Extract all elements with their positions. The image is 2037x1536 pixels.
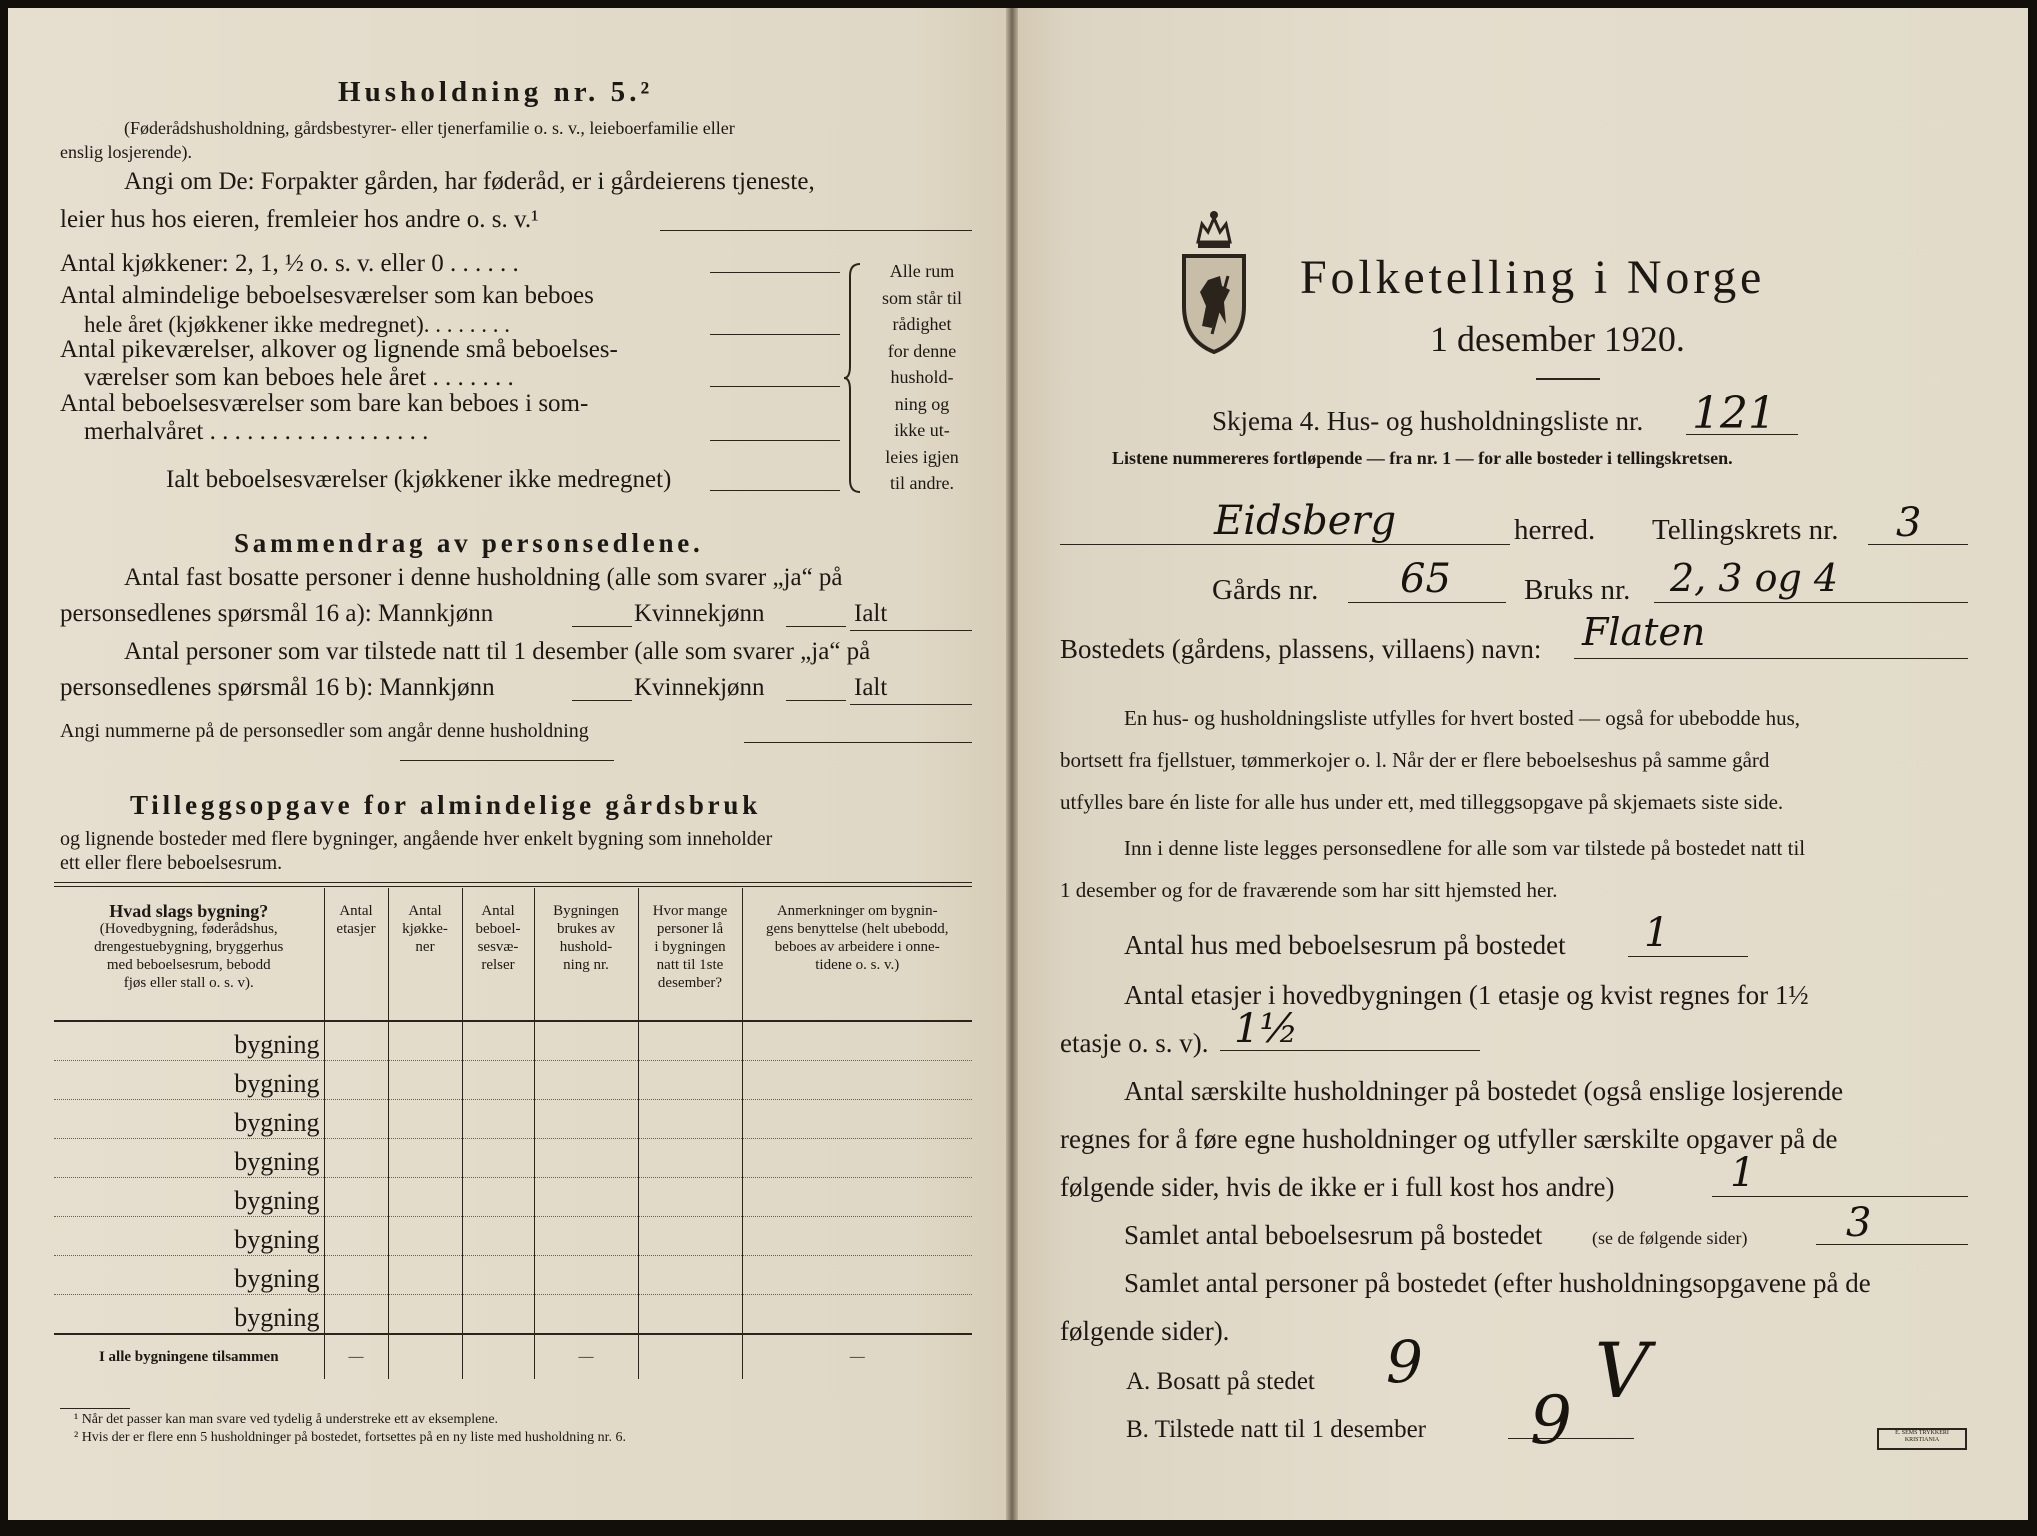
table-cell[interactable]	[388, 1021, 462, 1061]
table-cell[interactable]	[462, 1139, 534, 1178]
building-type-cell: bygning	[54, 1139, 324, 1178]
building-type-cell: bygning	[54, 1100, 324, 1139]
answer-line-numbers	[744, 742, 972, 743]
table-row	[54, 1217, 972, 1256]
hus-line	[1628, 956, 1748, 957]
bosted-label: Bostedets (gårdens, plassens, villaens) navn:	[1060, 634, 1542, 664]
instructions-line2: bortsett fra fjellstuer, tømmerkojer o. l. Når der er flere beboelseshus på samme gård	[1060, 748, 1770, 772]
table-row	[54, 1178, 972, 1217]
hush-label-1: Antal særskilte husholdninger på bostedet (også enslige losjerende	[1124, 1076, 1844, 1106]
etasjer-label-2: etasje o. s. v).	[1060, 1028, 1209, 1058]
summary-resident-female: Kvinnekjønn	[634, 600, 765, 627]
table-header-5: Hvor mange personer lå i bygningen natt til 1ste desember?	[638, 888, 742, 1021]
table-cell[interactable]	[638, 1256, 742, 1295]
hush-label-2: regnes for å føre egne husholdninger og utfyller særskilte opgaver på de	[1060, 1124, 1838, 1154]
table-row	[54, 1021, 972, 1061]
total-cell	[638, 1334, 742, 1379]
rooms-ordinary-2: hele året (kjøkkener ikke medregnet). . . . . . . .	[84, 312, 510, 337]
bosted-value: Flaten	[1582, 610, 1706, 654]
angi-line2: leier hus hos eieren, fremleier hos andre o. s. v.¹	[60, 206, 539, 233]
krets-label: Tellingskrets nr.	[1652, 514, 1839, 546]
extra-title: Tilleggsopgave for almindelige gårdsbruk	[130, 790, 761, 820]
footnote-divider	[60, 1408, 130, 1409]
total-cell	[462, 1334, 534, 1379]
table-cell[interactable]	[742, 1139, 972, 1178]
table-cell[interactable]	[534, 1021, 638, 1061]
table-cell[interactable]	[638, 1217, 742, 1256]
summary-present-line1: Antal personer som var tilstede natt til 1 desember (alle som svarer „ja“ på	[124, 638, 871, 665]
table-cell[interactable]	[742, 1100, 972, 1139]
table-cell[interactable]	[388, 1178, 462, 1217]
table-cell[interactable]	[742, 1061, 972, 1100]
rooms-kitchens: Antal kjøkkener: 2, 1, ½ o. s. v. eller 0 . . . . . .	[60, 250, 519, 277]
hus-label: Antal hus med beboelsesrum på bostedet	[1124, 930, 1566, 960]
page-fold	[1006, 8, 1018, 1520]
table-cell[interactable]	[638, 1061, 742, 1100]
table-cell[interactable]	[388, 1295, 462, 1335]
answer-line-summer	[710, 440, 840, 441]
extra-text-line2: ett eller flere beboelsesrum.	[60, 852, 283, 874]
rooms-summer-2: merhalvåret . . . . . . . . . . . . . . . . . .	[84, 418, 429, 445]
table-cell[interactable]	[324, 1295, 388, 1335]
building-table-header	[54, 888, 972, 1021]
table-cell[interactable]	[638, 1295, 742, 1335]
table-header-2: Antal kjøkke- ner	[388, 888, 462, 1021]
brace-note-line: ikke ut-	[894, 420, 950, 440]
building-type-cell: bygning	[54, 1061, 324, 1100]
listene-note: Listene nummereres fortløpende — fra nr. 1 — for alle bosteder i tellingskretsen.	[1112, 448, 1733, 468]
table-cell[interactable]	[388, 1217, 462, 1256]
answer-line-small	[710, 386, 840, 387]
rum-note: (se de følgende sider)	[1592, 1228, 1748, 1248]
brace-note-line: Alle rum	[889, 261, 955, 281]
table-cell[interactable]	[534, 1217, 638, 1256]
hush-line	[1712, 1196, 1968, 1197]
angi-line1: Angi om De: Forpakter gården, har føderåd, er i gårdeierens tjeneste,	[124, 168, 815, 195]
answer-line-kitchens	[710, 272, 840, 273]
check-mark: V	[1584, 1326, 1659, 1415]
etasjer-label-1: Antal etasjer i hovedbygningen (1 etasje og kvist regnes for 1½	[1124, 980, 1809, 1010]
table-header-4: Bygningen brukes av hushold- ning nr.	[534, 888, 638, 1021]
table-cell[interactable]	[324, 1021, 388, 1061]
hush-label-3: følgende sider, hvis de ikke er i full kost hos andre)	[1060, 1172, 1615, 1202]
bosatt-value: 9	[1386, 1328, 1423, 1396]
total-cell	[388, 1334, 462, 1379]
angi-answer-line	[660, 230, 972, 231]
table-cell[interactable]	[534, 1100, 638, 1139]
table-header-0: Hvad slags bygning? (Hovedbygning, føderådshus, drengestuebygning, bryggerhus med beboelsesrum, bebodd fjøs eller stall o. s. v).	[54, 888, 324, 1021]
herred-line	[1060, 544, 1510, 545]
instructions-line4: Inn i denne liste legges personsedlene for alle som var tilstede på bostedet natt til	[1124, 836, 1806, 860]
table-cell[interactable]	[638, 1021, 742, 1061]
gards-line	[1348, 602, 1506, 603]
rooms-small-1: Antal pikeværelser, alkover og lignende små beboelses-	[60, 336, 618, 363]
instructions-line3: utfylles bare én liste for alle hus under ett, med tilleggsopgave på skjemaets siste side.	[1060, 790, 1784, 814]
brace-note-line: til andre.	[890, 473, 954, 493]
brace-note-line: hushold-	[890, 367, 954, 387]
table-cell[interactable]	[462, 1061, 534, 1100]
census-title: Folketelling i Norge	[1300, 251, 1766, 304]
brace-note-line: rådighet	[892, 314, 952, 334]
tilstede-label: B. Tilstede natt til 1 desember	[1126, 1416, 1426, 1443]
hus-value: 1	[1644, 910, 1670, 956]
brace-icon	[844, 262, 864, 494]
krets-value: 3	[1896, 500, 1922, 546]
table-header-1: Antal etasjer	[324, 888, 388, 1021]
footnote-2: ² Hvis der er flere enn 5 husholdninger på bostedet, fortsettes på en ny liste med husholdning nr. 6.	[74, 1430, 627, 1445]
table-cell[interactable]	[388, 1100, 462, 1139]
hush-value: 1	[1730, 1150, 1756, 1196]
table-cell[interactable]	[462, 1021, 534, 1061]
table-cell[interactable]	[324, 1061, 388, 1100]
table-cell[interactable]	[742, 1217, 972, 1256]
table-cell[interactable]	[534, 1295, 638, 1335]
answer-line-resident-male	[572, 626, 632, 627]
herred-value: Eidsberg	[1214, 498, 1397, 544]
rum-line	[1816, 1244, 1968, 1245]
table-row	[54, 1295, 972, 1335]
rum-label: Samlet antal beboelsesrum på bostedet	[1124, 1220, 1543, 1250]
table-header-3: Antal beboel- sesvæ- relser	[462, 888, 534, 1021]
table-row	[54, 1139, 972, 1178]
table-cell[interactable]	[462, 1100, 534, 1139]
summary-present-male: personsedlenes spørsmål 16 b): Mannkjønn	[60, 674, 495, 701]
table-cell[interactable]	[462, 1295, 534, 1335]
total-cell: —	[324, 1334, 388, 1379]
brace-note-line: leies igjen	[885, 446, 959, 467]
table-cell[interactable]	[638, 1139, 742, 1178]
skjema-label: Skjema 4. Hus- og husholdningsliste nr.	[1212, 406, 1644, 436]
table-cell[interactable]	[638, 1178, 742, 1217]
table-cell[interactable]	[462, 1256, 534, 1295]
bruks-value: 2, 3 og 4	[1670, 556, 1839, 600]
table-cell[interactable]	[462, 1217, 534, 1256]
rum-value: 3	[1846, 1200, 1872, 1246]
answer-line-total	[710, 490, 840, 491]
household-title: Husholdning nr. 5.²	[338, 76, 654, 108]
section-divider	[400, 760, 614, 761]
total-cell: —	[742, 1334, 972, 1379]
table-cell[interactable]	[534, 1139, 638, 1178]
building-type-cell: bygning	[54, 1178, 324, 1217]
rooms-ordinary-1: Antal almindelige beboelsesværelser som kan beboes	[60, 282, 594, 309]
skjema-value: 121	[1692, 388, 1776, 439]
summary-present-total: Ialt	[854, 674, 888, 701]
table-cell[interactable]	[324, 1178, 388, 1217]
instructions-line1: En hus- og husholdningsliste utfylles for hvert bosted — også for ubebodde hus,	[1124, 706, 1800, 730]
household-intro-line2: enslig losjerende).	[60, 142, 192, 162]
brace-note-line: ning og	[894, 393, 950, 414]
table-top-rule	[54, 886, 972, 887]
title-divider	[1536, 378, 1600, 380]
skjema-line	[1686, 434, 1798, 435]
household-intro-line1: (Føderådshusholdning, gårdsbestyrer- eller tjenerfamilie o. s. v., leieboerfamilie eller	[124, 118, 735, 138]
summary-title: Sammendrag av personsedlene.	[234, 528, 704, 558]
bosted-line	[1574, 658, 1968, 659]
building-type-cell: bygning	[54, 1217, 324, 1256]
table-cell[interactable]	[534, 1256, 638, 1295]
table-row	[54, 1256, 972, 1295]
table-total-row	[54, 1334, 972, 1379]
brace-note-line: som står til	[882, 287, 962, 308]
table-cell[interactable]	[742, 1295, 972, 1335]
table-row	[54, 1061, 972, 1100]
answer-line-present-total	[850, 704, 972, 705]
extra-text-line1: og lignende bosteder med flere bygninger, angående hver enkelt bygning som inneholder	[60, 828, 773, 850]
building-type-cell: bygning	[54, 1295, 324, 1335]
answer-line-present-male	[572, 700, 632, 701]
bruks-label: Bruks nr.	[1524, 574, 1631, 606]
norwegian-coat-of-arms-icon	[1178, 206, 1250, 356]
rooms-total: Ialt beboelsesværelser (kjøkkener ikke medregnet)	[166, 466, 672, 493]
table-cell[interactable]	[534, 1178, 638, 1217]
summary-numbers: Angi nummerne på de personsedler som angår denne husholdning	[60, 720, 589, 742]
table-row	[54, 1100, 972, 1139]
bruks-line	[1654, 602, 1968, 603]
building-table	[54, 888, 972, 1379]
herred-label: herred.	[1514, 514, 1596, 546]
table-cell[interactable]	[324, 1100, 388, 1139]
summary-resident-male: personsedlenes spørsmål 16 a): Mannkjønn	[60, 600, 494, 627]
gards-value: 65	[1400, 556, 1451, 602]
rooms-summer-1: Antal beboelsesværelser som bare kan beboes i som-	[60, 390, 589, 417]
answer-line-ordinary	[710, 334, 840, 335]
total-cell: —	[534, 1334, 638, 1379]
table-cell[interactable]	[324, 1256, 388, 1295]
building-table-body	[54, 1021, 972, 1379]
pers-label-2: følgende sider).	[1060, 1316, 1230, 1346]
rooms-small-2: værelser som kan beboes hele året . . . . . . .	[84, 364, 514, 391]
tilstede-value: 9	[1530, 1382, 1572, 1459]
brace-note	[870, 258, 974, 497]
table-cell[interactable]	[742, 1178, 972, 1217]
summary-present-female: Kvinnekjønn	[634, 674, 765, 701]
answer-line-present-female	[786, 700, 846, 701]
building-type-cell: bygning	[54, 1021, 324, 1061]
table-cell[interactable]	[742, 1256, 972, 1295]
etasjer-value: 1½	[1234, 1006, 1299, 1052]
table-header-6: Anmerkninger om bygnin- gens benyttelse (helt ubebodd, beboes av arbeidere i onne- tidene o. s. v.)	[742, 888, 972, 1021]
bosatt-label: A. Bosatt på stedet	[1126, 1368, 1315, 1395]
table-cell[interactable]	[324, 1217, 388, 1256]
table-cell[interactable]	[324, 1139, 388, 1178]
table-cell[interactable]	[534, 1061, 638, 1100]
pers-label-1: Samlet antal personer på bostedet (efter husholdningsopgavene på de	[1124, 1268, 1871, 1298]
summary-resident-line1: Antal fast bosatte personer i denne husholdning (alle som svarer „ja“ på	[124, 564, 843, 591]
table-cell[interactable]	[388, 1256, 462, 1295]
answer-line-resident-total	[850, 630, 972, 631]
table-cell[interactable]	[388, 1061, 462, 1100]
census-date: 1 desember 1920.	[1430, 319, 1685, 359]
total-label: I alle bygningene tilsammen	[54, 1334, 324, 1379]
table-cell[interactable]	[388, 1139, 462, 1178]
table-cell[interactable]	[462, 1178, 534, 1217]
brace-note-line: for denne	[887, 340, 957, 361]
table-cell[interactable]	[638, 1100, 742, 1139]
instructions-line5: 1 desember og for de fraværende som har sitt hjemsted her.	[1060, 878, 1558, 902]
table-cell[interactable]	[742, 1021, 972, 1061]
gards-label: Gårds nr.	[1212, 574, 1319, 606]
summary-resident-total: Ialt	[854, 600, 888, 627]
building-type-cell: bygning	[54, 1256, 324, 1295]
footnote-1: ¹ Når det passer kan man svare ved tydelig å understreke ett av eksemplene.	[74, 1412, 499, 1427]
answer-line-resident-female	[786, 626, 846, 627]
table-top-rule	[54, 882, 972, 883]
printer-stamp: E. SEMS TRYKKERI KRISTIANIA	[1877, 1428, 1967, 1450]
